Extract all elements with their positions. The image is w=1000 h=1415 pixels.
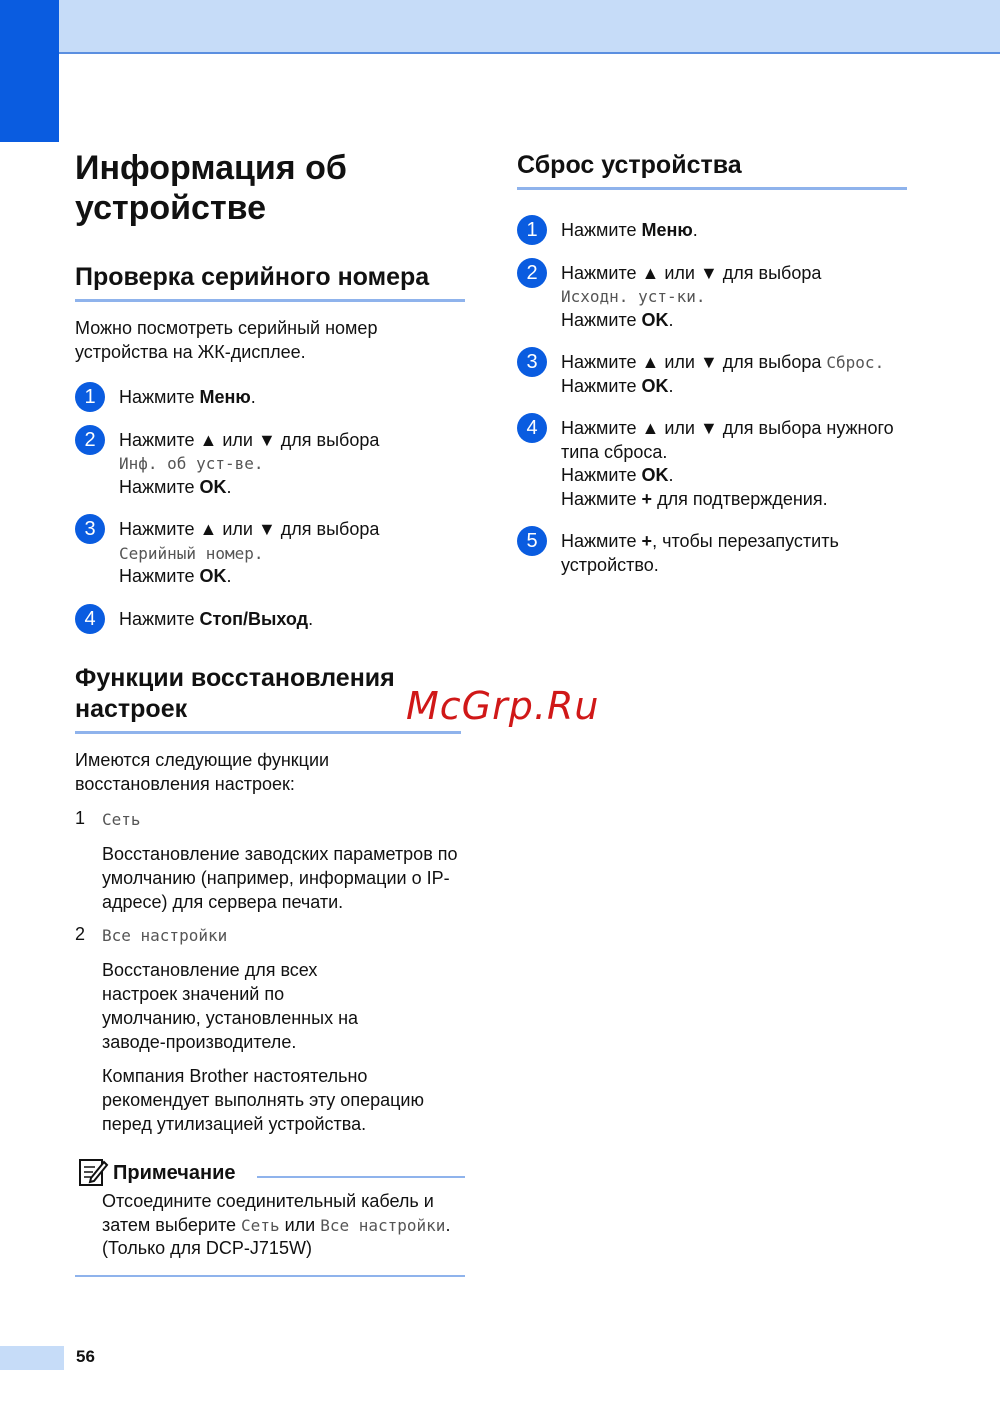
- serial-steps: [75, 386, 465, 631]
- serial-step-2: 2 Нажмите ▲ или ▼ для выбора Инф. об уст-ве. Нажмите OK.: [75, 429, 465, 500]
- right-column: [517, 150, 907, 577]
- serial-intro: Можно посмотреть серийный номер устройства на ЖК-дисплее.: [75, 318, 378, 362]
- chapter-tab: [0, 0, 59, 142]
- restore-item-1: 1 Сеть Восстановление заводских параметров по умолчанию (например, информации о IP-адресе) для сервера печати.: [75, 808, 465, 914]
- reset-step-5: 5 Нажмите +, чтобы перезапустить устройство.: [517, 530, 907, 577]
- restore-section-title: Функции восстановления настроек: [75, 663, 461, 734]
- serial-step-3: 3 Нажмите ▲ или ▼ для выбора Серийный номер. Нажмите OK.: [75, 518, 465, 589]
- step-number: 4: [75, 604, 105, 634]
- serial-step-1: 1 Нажмите Меню.: [75, 386, 465, 410]
- restore-item-2: 2 Все настройки Восстановление для всех настроек значений по умолчанию, установленных на заводе-производителе. Компания Brother настоятельно рекомендует выполнять эту операцию перед утилизацией устройства.: [75, 924, 465, 1136]
- step-number: 2: [75, 425, 105, 455]
- step-number: 4: [517, 413, 547, 443]
- watermark: McGrp.Ru: [406, 684, 600, 728]
- reset-steps: [517, 219, 907, 577]
- reset-step-4: 4 Нажмите ▲ или ▼ для выбора нужного типа сброса. Нажмите OK. Нажмите + для подтверждения.: [517, 417, 907, 511]
- header-band: [0, 0, 1000, 54]
- note-pencil-icon: [77, 1156, 109, 1188]
- lcd-menu-text: Серийный номер: [119, 543, 254, 563]
- lcd-menu-text: Инф. об уст-ве: [119, 454, 254, 473]
- step-number: 3: [75, 514, 105, 544]
- reset-step-2: 2 Нажмите ▲ или ▼ для выбора Исходн. уст-ки. Нажмите OK.: [517, 262, 907, 333]
- note-box: [75, 1156, 465, 1277]
- note-title: Примечание: [113, 1162, 236, 1184]
- serial-section-title: Проверка серийного номера: [75, 262, 465, 302]
- step-number: 1: [75, 382, 105, 412]
- lcd-menu-text: Исходн. уст-ки: [561, 287, 696, 306]
- lcd-menu-text: Все настройки: [102, 926, 228, 945]
- note-rule: [257, 1176, 465, 1178]
- lcd-menu-text: Сеть: [102, 810, 141, 829]
- note-body: Отсоедините соединительный кабель и затем выберите Сеть или Все настройки. (Только для DCP-J715W): [75, 1190, 465, 1277]
- reset-step-3: 3 Нажмите ▲ или ▼ для выбора Сброс. Нажмите OK.: [517, 351, 907, 398]
- serial-step-4: 4 Нажмите Стоп/Выход.: [75, 608, 465, 632]
- page-number: 56: [76, 1347, 95, 1366]
- restore-list: [75, 808, 465, 1136]
- step-number: 3: [517, 347, 547, 377]
- step-number: 1: [517, 215, 547, 245]
- step-number: 5: [517, 526, 547, 556]
- step-number: 2: [517, 258, 547, 288]
- chapter-title: Информация об устройстве: [75, 149, 347, 227]
- footer-band: [0, 1346, 64, 1370]
- restore-intro: Имеются следующие функции восстановления настроек:: [75, 750, 330, 794]
- lcd-menu-text: Сброс: [826, 353, 875, 372]
- reset-step-1: 1 Нажмите Меню.: [517, 219, 907, 243]
- reset-section-title: Сброс устройства: [517, 150, 907, 190]
